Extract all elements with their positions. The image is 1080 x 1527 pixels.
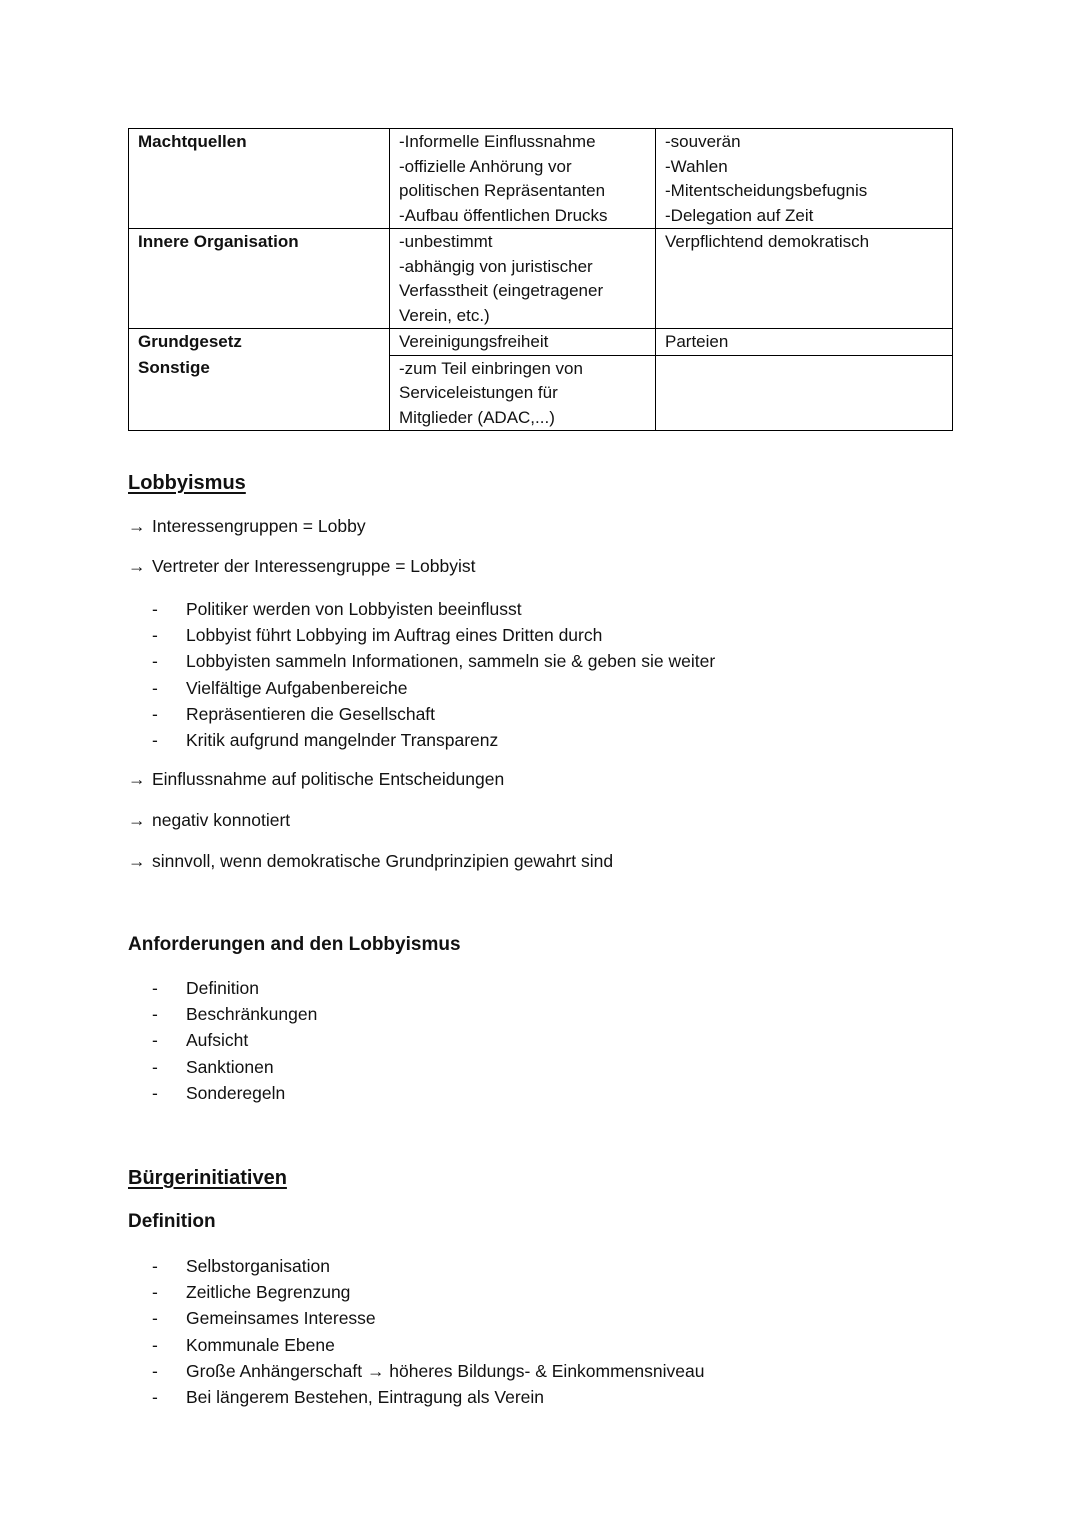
section-heading-anforderungen: Anforderungen and den Lobbyismus <box>128 934 461 955</box>
table-row <box>129 355 953 431</box>
buergerinitiativen-bullet-list <box>152 1253 704 1410</box>
dash-bullet: - <box>152 730 158 751</box>
list-item <box>152 1054 317 1080</box>
list-item <box>152 596 715 622</box>
list-item-text: Repräsentieren die Gesellschaft <box>186 703 436 724</box>
list-item-text: Gemeinsames Interesse <box>186 1308 376 1329</box>
section-heading-lobbyismus: Lobbyismus <box>128 472 246 494</box>
dash-bullet: - <box>152 625 158 646</box>
arrow-icon: → <box>128 769 146 789</box>
list-item-text: Zeitliche Begrenzung <box>186 1282 351 1303</box>
table-cell: Verpflichtend demokratisch <box>656 229 953 329</box>
arrow-statement-text: sinnvoll, wenn demokratische Grundprinzipien gewahrt sind <box>152 851 614 871</box>
list-item <box>152 622 715 648</box>
list-item-text: Beschränkungen <box>186 1004 318 1025</box>
list-item <box>152 1358 704 1384</box>
dash-bullet: - <box>152 1308 158 1329</box>
table-row <box>129 329 953 356</box>
list-item-text: Sonderegeln <box>186 1082 286 1103</box>
list-item <box>152 648 715 674</box>
dash-bullet: - <box>152 599 158 619</box>
lobbyismus-bullet-list <box>152 596 715 753</box>
dash-bullet: - <box>152 1256 158 1276</box>
list-item <box>152 1305 704 1331</box>
arrow-statement <box>128 556 475 577</box>
list-item <box>152 1279 704 1305</box>
list-item <box>152 701 715 727</box>
dash-bullet: - <box>152 1082 158 1103</box>
list-item <box>152 1027 317 1053</box>
table-cell <box>656 355 953 431</box>
list-item <box>152 1384 704 1410</box>
list-item <box>152 1253 704 1279</box>
list-item-text: Selbstorganisation <box>186 1256 330 1276</box>
list-item <box>152 1080 317 1106</box>
dash-bullet: - <box>152 1056 158 1077</box>
arrow-icon: → <box>128 556 146 576</box>
dash-bullet: - <box>152 651 158 672</box>
dash-bullet: - <box>152 1360 158 1381</box>
dash-bullet: - <box>152 677 158 698</box>
list-item-text: Lobbyisten sammeln Informationen, sammeln sie & geben sie weiter <box>186 651 716 672</box>
arrow-statement <box>128 769 504 790</box>
comparison-table <box>128 128 953 431</box>
arrow-statement-text: negativ konnotiert <box>152 810 291 830</box>
dash-bullet: - <box>152 1004 158 1025</box>
arrow-statement-text: Einflussnahme auf politische Entscheidungen <box>152 769 505 789</box>
list-item-text: Definition <box>186 978 259 998</box>
table-cell: -souverän -Wahlen -Mitentscheidungsbefugnis -Delegation auf Zeit <box>656 129 953 229</box>
arrow-statement <box>128 851 613 872</box>
dash-bullet: - <box>152 1334 158 1355</box>
arrow-statement-text: Vertreter der Interessengruppe = Lobbyist <box>152 556 476 576</box>
arrow-statement <box>128 810 290 831</box>
dash-bullet: - <box>152 1030 158 1051</box>
list-item <box>152 1332 704 1358</box>
row-label: Sonstige <box>129 355 390 431</box>
dash-bullet: - <box>152 703 158 724</box>
table-cell: -Informelle Einflussnahme -offizielle Anhörung vor politischen Repräsentanten -Aufbau öffentlichen Drucks <box>390 129 656 229</box>
arrow-icon: → <box>128 516 146 536</box>
section-heading-buergerinitiativen: Bürgerinitiativen <box>128 1167 287 1189</box>
list-item <box>152 975 317 1001</box>
row-label: Innere Organisation <box>129 229 390 329</box>
list-item-text: Sanktionen <box>186 1056 274 1077</box>
table-cell: -unbestimmt -abhängig von juristischer Verfasstheit (eingetragener Verein, etc.) <box>390 229 656 329</box>
list-item <box>152 727 715 753</box>
list-item-text: Bei längerem Bestehen, Eintragung als Verein <box>186 1387 545 1408</box>
arrow-statement <box>128 516 366 537</box>
list-item-text: Vielfältige Aufgabenbereiche <box>186 677 408 698</box>
list-item <box>152 1001 317 1027</box>
row-label: Grundgesetz <box>129 329 390 356</box>
table-cell: Parteien <box>656 329 953 356</box>
table-row <box>129 229 953 329</box>
table-cell: Vereinigungsfreiheit <box>390 329 656 356</box>
arrow-icon: → <box>128 810 146 830</box>
list-item-text: Kritik aufgrund mangelnder Transparenz <box>186 730 499 751</box>
list-item-text: Politiker werden von Lobbyisten beeinflusst <box>186 599 522 619</box>
dash-bullet: - <box>152 1282 158 1303</box>
list-item-text: Kommunale Ebene <box>186 1334 335 1355</box>
anforderungen-bullet-list <box>152 975 317 1106</box>
arrow-icon: → <box>128 851 146 871</box>
list-item-text: Aufsicht <box>186 1030 249 1051</box>
dash-bullet: - <box>152 978 158 998</box>
dash-bullet: - <box>152 1387 158 1408</box>
table-row <box>129 129 953 229</box>
row-label: Machtquellen <box>129 129 390 229</box>
arrow-statement-text: Interessengruppen = Lobby <box>152 516 366 536</box>
list-item <box>152 675 715 701</box>
subheading-definition: Definition <box>128 1211 216 1232</box>
list-item-text: Lobbyist führt Lobbying im Auftrag eines Dritten durch <box>186 625 603 646</box>
table-cell: -zum Teil einbringen von Serviceleistungen für Mitglieder (ADAC,...) <box>390 355 656 431</box>
list-item-text: Große Anhängerschaft → höheres Bildungs- & Einkommensniveau <box>186 1360 705 1381</box>
